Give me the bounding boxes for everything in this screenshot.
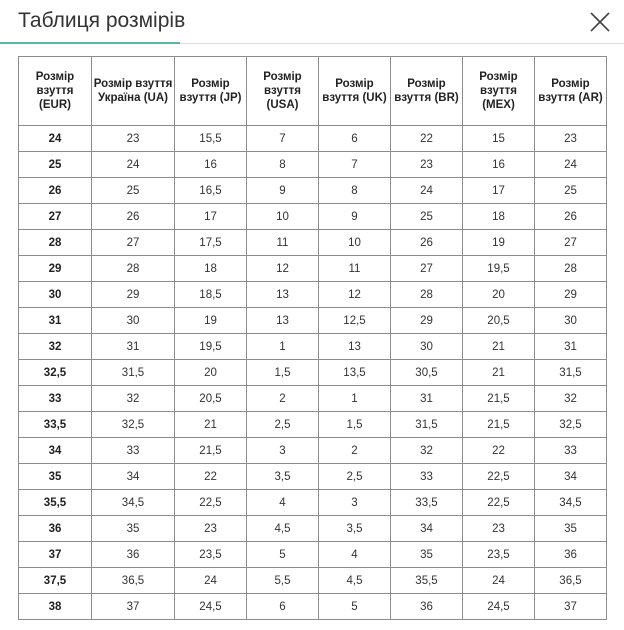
size-cell: 35: [391, 542, 463, 568]
size-cell: 31,5: [535, 360, 607, 386]
size-cell: 23: [92, 126, 175, 152]
size-cell: 22,5: [175, 490, 247, 516]
column-header: Розмір взуття (JP): [175, 57, 247, 126]
column-header: Розмір взуття (MEX): [463, 57, 535, 126]
eur-size-cell: 29: [19, 256, 92, 282]
size-cell: 22: [175, 464, 247, 490]
modal-header: [0, 0, 624, 44]
size-cell: 23: [463, 516, 535, 542]
size-cell: 21: [175, 412, 247, 438]
size-cell: 24: [535, 152, 607, 178]
size-cell: 22,5: [463, 464, 535, 490]
size-cell: 29: [391, 308, 463, 334]
size-cell: 32: [391, 438, 463, 464]
size-cell: 26: [92, 204, 175, 230]
eur-size-cell: 35,5: [19, 490, 92, 516]
size-cell: 17,5: [175, 230, 247, 256]
size-cell: 24: [175, 568, 247, 594]
size-cell: 2: [247, 386, 319, 412]
size-cell: 22: [391, 126, 463, 152]
size-cell: 13: [247, 308, 319, 334]
eur-size-cell: 37,5: [19, 568, 92, 594]
size-cell: 19,5: [175, 334, 247, 360]
size-cell: 22,5: [463, 490, 535, 516]
size-cell: 5,5: [247, 568, 319, 594]
size-cell: 24: [391, 178, 463, 204]
size-cell: 20,5: [463, 308, 535, 334]
size-cell: 26: [391, 230, 463, 256]
size-cell: 25: [535, 178, 607, 204]
size-cell: 10: [247, 204, 319, 230]
table-row: [19, 152, 607, 178]
size-cell: 30,5: [391, 360, 463, 386]
size-cell: 23: [535, 126, 607, 152]
size-cell: 30: [391, 334, 463, 360]
size-cell: 7: [319, 152, 391, 178]
eur-size-cell: 33,5: [19, 412, 92, 438]
eur-size-cell: 36: [19, 516, 92, 542]
size-cell: 17: [463, 178, 535, 204]
table-row: [19, 490, 607, 516]
table-body: [19, 126, 607, 620]
size-cell: 35: [535, 516, 607, 542]
size-cell: 34: [391, 516, 463, 542]
table-row: [19, 308, 607, 334]
size-cell: 7: [247, 126, 319, 152]
size-cell: 35,5: [391, 568, 463, 594]
size-cell: 19: [463, 230, 535, 256]
size-cell: 8: [319, 178, 391, 204]
size-cell: 26: [535, 204, 607, 230]
table-row: [19, 386, 607, 412]
size-cell: 31,5: [92, 360, 175, 386]
size-cell: 34: [92, 464, 175, 490]
size-cell: 36: [535, 542, 607, 568]
eur-size-cell: 33: [19, 386, 92, 412]
size-cell: 22: [463, 438, 535, 464]
table-row: [19, 412, 607, 438]
size-cell: 12,5: [319, 308, 391, 334]
close-icon[interactable]: [586, 8, 614, 36]
table-row: [19, 126, 607, 152]
size-cell: 1,5: [319, 412, 391, 438]
size-cell: 36: [92, 542, 175, 568]
size-cell: 11: [319, 256, 391, 282]
size-cell: 3,5: [319, 516, 391, 542]
eur-size-cell: 31: [19, 308, 92, 334]
size-cell: 13: [319, 334, 391, 360]
eur-size-cell: 27: [19, 204, 92, 230]
table-header-row: [19, 57, 607, 126]
size-cell: 23: [391, 152, 463, 178]
column-header: Розмір взуття Україна (UA): [92, 57, 175, 126]
size-cell: 23,5: [463, 542, 535, 568]
size-cell: 23,5: [175, 542, 247, 568]
size-cell: 6: [247, 594, 319, 620]
eur-size-cell: 34: [19, 438, 92, 464]
table-row: [19, 360, 607, 386]
size-cell: 19: [175, 308, 247, 334]
modal-title: Таблиця розмірів: [18, 9, 186, 32]
size-cell: 21,5: [463, 412, 535, 438]
size-cell: 36,5: [92, 568, 175, 594]
eur-size-cell: 24: [19, 126, 92, 152]
size-cell: 30: [535, 308, 607, 334]
eur-size-cell: 25: [19, 152, 92, 178]
size-cell: 2,5: [247, 412, 319, 438]
size-cell: 13: [247, 282, 319, 308]
size-cell: 33: [535, 438, 607, 464]
eur-size-cell: 35: [19, 464, 92, 490]
size-cell: 5: [319, 594, 391, 620]
column-header: Розмір взуття (USA): [247, 57, 319, 126]
table-row: [19, 568, 607, 594]
size-cell: 28: [391, 282, 463, 308]
size-cell: 16,5: [175, 178, 247, 204]
size-cell: 24,5: [175, 594, 247, 620]
size-cell: 9: [247, 178, 319, 204]
eur-size-cell: 38: [19, 594, 92, 620]
size-cell: 3: [319, 490, 391, 516]
eur-size-cell: 37: [19, 542, 92, 568]
size-cell: 32,5: [535, 412, 607, 438]
size-cell: 18: [463, 204, 535, 230]
size-cell: 17: [175, 204, 247, 230]
size-cell: 21: [463, 334, 535, 360]
size-cell: 4: [319, 542, 391, 568]
size-cell: 5: [247, 542, 319, 568]
size-cell: 28: [92, 256, 175, 282]
size-cell: 37: [535, 594, 607, 620]
size-cell: 21: [463, 360, 535, 386]
size-cell: 29: [535, 282, 607, 308]
table-row: [19, 594, 607, 620]
column-header: Розмір взуття (BR): [391, 57, 463, 126]
size-cell: 21,5: [463, 386, 535, 412]
size-table: [18, 56, 607, 620]
table-row: [19, 204, 607, 230]
size-cell: 36,5: [535, 568, 607, 594]
size-cell: 4: [247, 490, 319, 516]
table-row: [19, 282, 607, 308]
size-cell: 3,5: [247, 464, 319, 490]
size-cell: 37: [92, 594, 175, 620]
eur-size-cell: 32: [19, 334, 92, 360]
eur-size-cell: 28: [19, 230, 92, 256]
size-cell: 20: [175, 360, 247, 386]
table-row: [19, 178, 607, 204]
size-cell: 33: [391, 464, 463, 490]
size-cell: 32,5: [92, 412, 175, 438]
size-cell: 31: [391, 386, 463, 412]
size-cell: 25: [391, 204, 463, 230]
size-cell: 34,5: [535, 490, 607, 516]
size-cell: 1: [247, 334, 319, 360]
column-header: Розмір взуття (UK): [319, 57, 391, 126]
size-cell: 27: [535, 230, 607, 256]
eur-size-cell: 30: [19, 282, 92, 308]
size-cell: 13,5: [319, 360, 391, 386]
size-cell: 1,5: [247, 360, 319, 386]
table-row: [19, 464, 607, 490]
size-cell: 34,5: [92, 490, 175, 516]
size-cell: 10: [319, 230, 391, 256]
size-cell: 3: [247, 438, 319, 464]
table-row: [19, 542, 607, 568]
size-cell: 33,5: [391, 490, 463, 516]
size-cell: 23: [175, 516, 247, 542]
size-cell: 31: [535, 334, 607, 360]
table-row: [19, 438, 607, 464]
eur-size-cell: 32,5: [19, 360, 92, 386]
size-cell: 2: [319, 438, 391, 464]
close-button[interactable]: [586, 8, 614, 36]
size-cell: 4,5: [319, 568, 391, 594]
size-cell: 15: [463, 126, 535, 152]
size-cell: 9: [319, 204, 391, 230]
size-cell: 35: [92, 516, 175, 542]
size-cell: 15,5: [175, 126, 247, 152]
size-cell: 24: [92, 152, 175, 178]
size-cell: 8: [247, 152, 319, 178]
size-cell: 27: [391, 256, 463, 282]
size-cell: 32: [92, 386, 175, 412]
table-row: [19, 334, 607, 360]
size-cell: 33: [92, 438, 175, 464]
size-cell: 27: [92, 230, 175, 256]
size-cell: 19,5: [463, 256, 535, 282]
size-cell: 18,5: [175, 282, 247, 308]
size-cell: 31,5: [391, 412, 463, 438]
size-cell: 34: [535, 464, 607, 490]
size-cell: 16: [463, 152, 535, 178]
header-accent-line: [0, 42, 180, 44]
size-cell: 6: [319, 126, 391, 152]
size-cell: 20: [463, 282, 535, 308]
size-cell: 30: [92, 308, 175, 334]
size-cell: 12: [247, 256, 319, 282]
size-cell: 4,5: [247, 516, 319, 542]
table-row: [19, 230, 607, 256]
size-cell: 29: [92, 282, 175, 308]
table-row: [19, 256, 607, 282]
size-cell: 21,5: [175, 438, 247, 464]
table-row: [19, 516, 607, 542]
size-cell: 25: [92, 178, 175, 204]
column-header: Розмір взуття (AR): [535, 57, 607, 126]
column-header: Розмір взуття (EUR): [19, 57, 92, 126]
size-cell: 18: [175, 256, 247, 282]
size-cell: 24,5: [463, 594, 535, 620]
size-cell: 11: [247, 230, 319, 256]
size-cell: 12: [319, 282, 391, 308]
eur-size-cell: 26: [19, 178, 92, 204]
size-cell: 2,5: [319, 464, 391, 490]
size-cell: 36: [391, 594, 463, 620]
size-cell: 28: [535, 256, 607, 282]
size-cell: 31: [92, 334, 175, 360]
size-table-container: [18, 56, 607, 620]
size-cell: 20,5: [175, 386, 247, 412]
size-cell: 24: [463, 568, 535, 594]
size-cell: 32: [535, 386, 607, 412]
size-cell: 1: [319, 386, 391, 412]
size-cell: 16: [175, 152, 247, 178]
